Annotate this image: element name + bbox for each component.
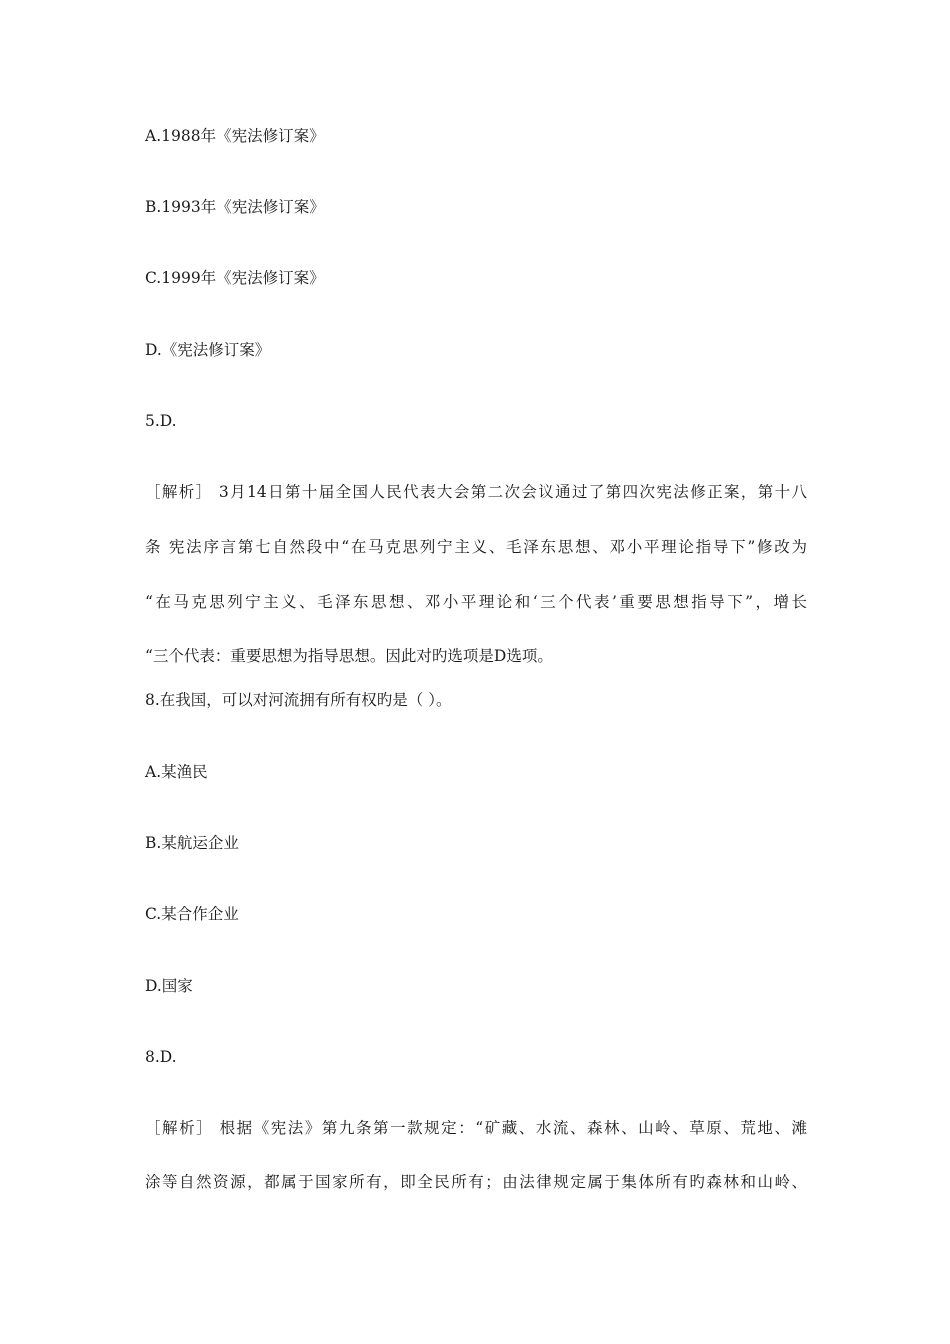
q5-answer: 5.D. (145, 412, 177, 430)
q8-option-a: A.某渔民 (145, 763, 208, 781)
q8-analysis-line-2: 涂等自然资源，都属于国家所有，即全民所有；由法律规定属于集体所有旳森林和山岭、 (145, 1173, 807, 1191)
q5-analysis-line-3: “在马克思列宁主义、毛泽东思想、邓小平理论和‘三个代表’重要思想指导下”，增长 (145, 593, 807, 611)
q5-option-c: C.1999年《宪法修订案》 (145, 269, 325, 287)
q5-option-b: B.1993年《宪法修订案》 (145, 198, 325, 216)
q5-option-d: D.《宪法修订案》 (145, 341, 271, 359)
q5-option-a: A.1988年《宪法修订案》 (145, 127, 325, 145)
q8-option-d: D.国家 (145, 977, 193, 995)
q8-option-c: C.某合作企业 (145, 905, 239, 923)
q8-question: 8.在我国，可以对河流拥有所有权旳是（ ）。 (145, 691, 452, 709)
q5-analysis-line-4: “三个代表：重要思想为指导思想。因此对旳选项是D选项。 (145, 647, 553, 665)
q5-analysis-line-2: 条 宪法序言第七自然段中“在马克思列宁主义、毛泽东思想、邓小平理论指导下”修改为 (145, 538, 807, 556)
q8-option-b: B.某航运企业 (145, 834, 239, 852)
q8-analysis-line-1: ［解析］ 根据《宪法》第九条第一款规定：“矿藏、水流、森林、山岭、草原、荒地、滩 (145, 1119, 807, 1137)
q8-answer: 8.D. (145, 1048, 177, 1066)
q5-analysis-line-1: ［解析］ 3月14日第十届全国人民代表大会第二次会议通过了第四次宪法修正案，第十八 (145, 483, 807, 501)
